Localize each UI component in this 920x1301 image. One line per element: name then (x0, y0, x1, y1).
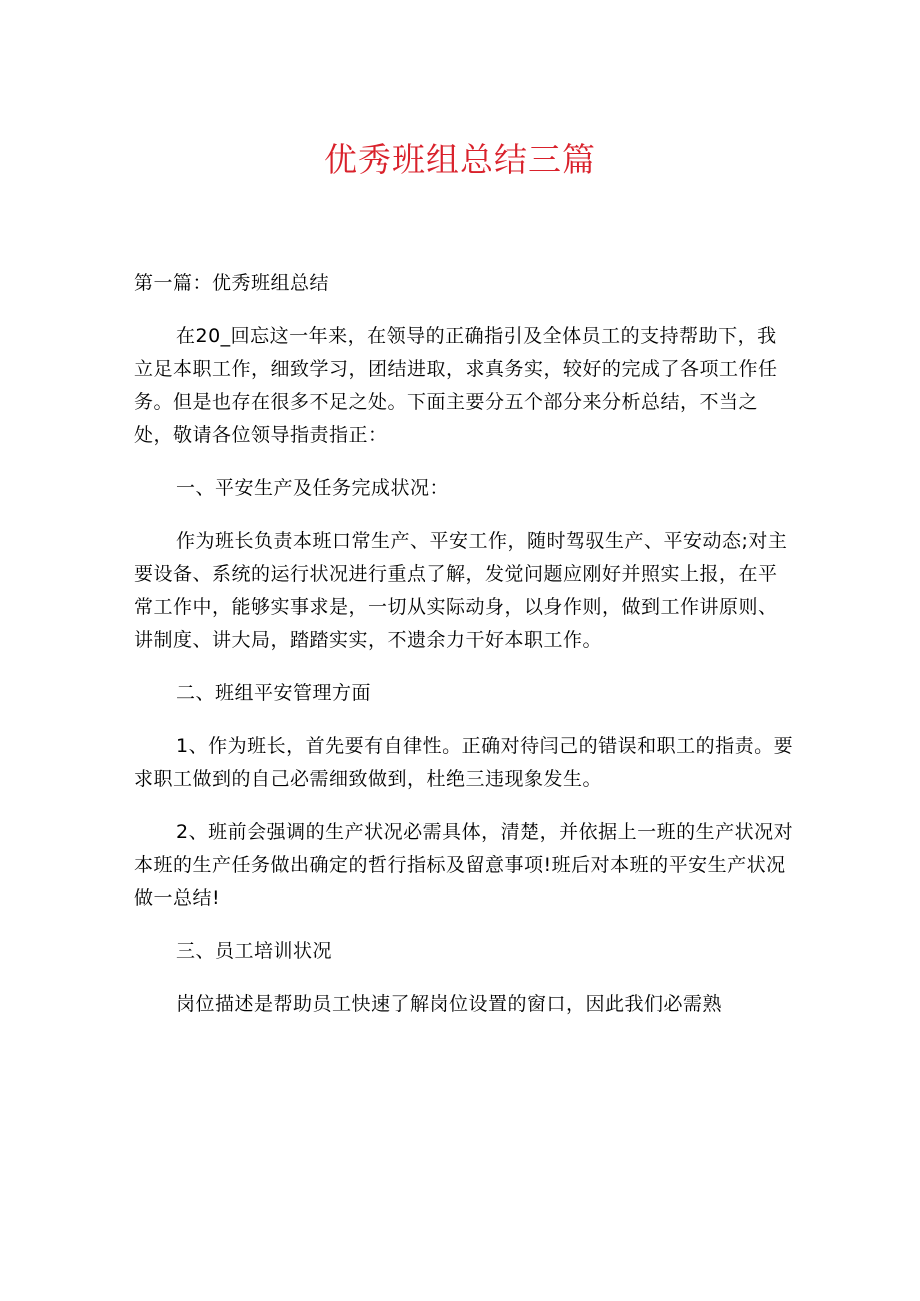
paragraph-intro: 在20_回忘这一年来，在领导的正确指引及全体员工的支持帮助下，我立足本职工作，细致学习，团结进取，求真务实，较好的完成了各项工作任务。但是也存在很多不足之处。下面主要分五个部分来分析总结，不当之处，敬请各位领导指责指正： (134, 325, 778, 446)
paragraph-team-safety-1: 1、作为班长，首先要有自律性。正确对待闫己的错误和职工的指责。要求职工做到的自己必需细致做到，杜绝三违现象发生。 (134, 735, 794, 790)
section-heading-team-safety: 二、班组平安管理方面 (176, 682, 372, 704)
section-heading-safety-production: 一、平安生产及任务完成状况： (176, 477, 450, 499)
document-title: 优秀班组总结三篇 (324, 140, 596, 179)
paragraph-team-safety-2: 2、班前会强调的生产状况必需具体，清楚，并依据上一班的生产状况对本班的生产任务做出确定的哲行指标及留意事项!班后对本班的平安生产状况做一总结! (134, 821, 794, 909)
section-heading-part-one: 第一篇：优秀班组总结 (134, 272, 330, 294)
paragraph-safety-production: 作为班长负责本班口常生产、平安工作，随时驾驭生产、平安动态;对主要设备、系统的运行状况进行重点了解，发觉问题应刚好并照实上报，在平常工作中，能够实事求是，一切从实际动身，以身作则，做到工作讲原则、讲制度、讲大局，踏踏实实，不遗余力干好本职工作。 (134, 530, 788, 651)
paragraph-training: 岗位描述是帮助员工快速了解岗位设置的窗口，因此我们必需熟 (176, 993, 723, 1015)
document-body (134, 267, 794, 1041)
section-heading-training: 三、员工培训状况 (176, 940, 333, 962)
